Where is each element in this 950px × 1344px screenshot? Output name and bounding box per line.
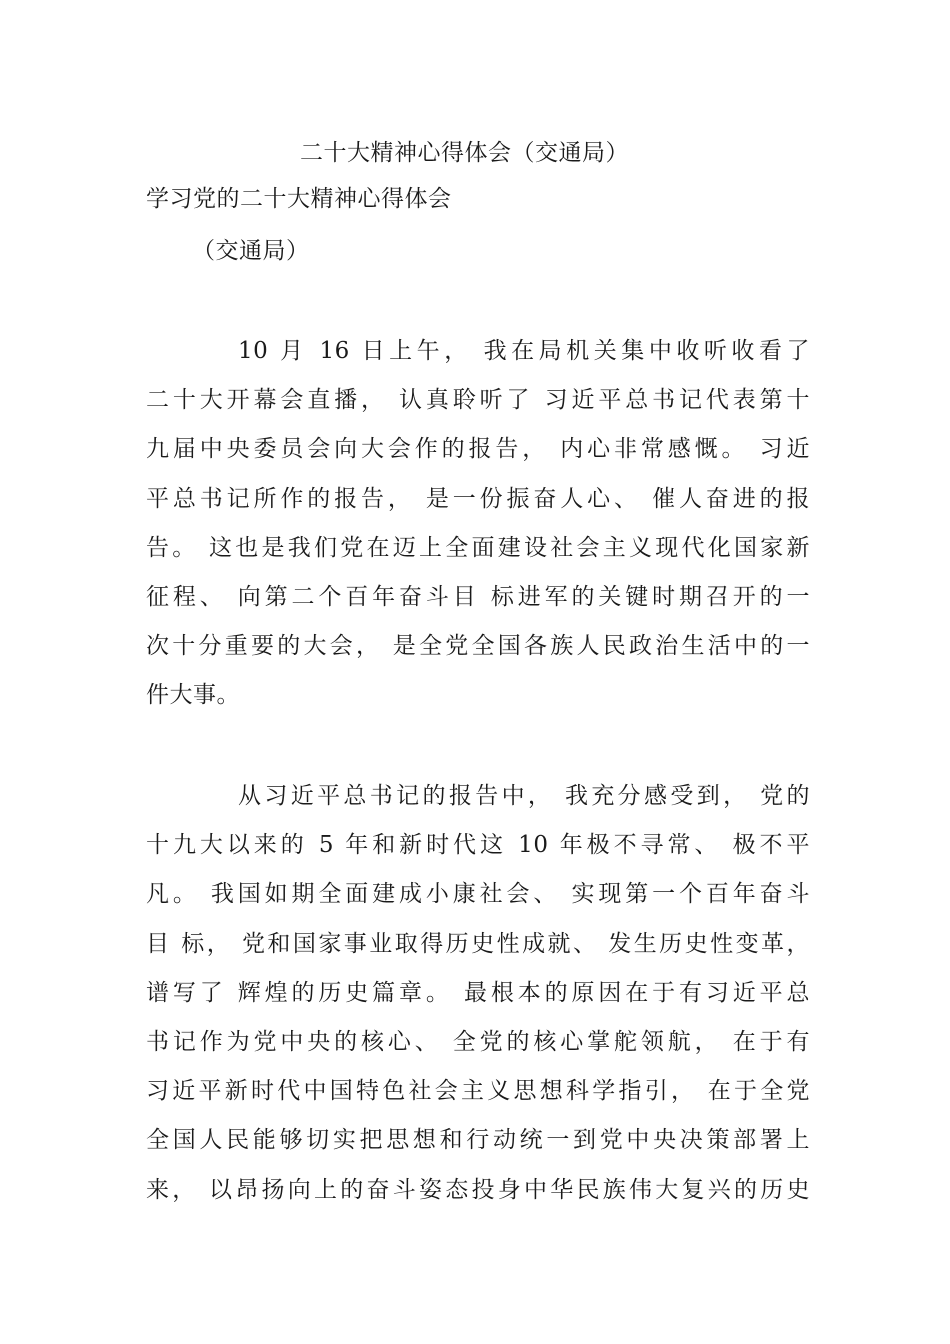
- paragraph-line: 习近平新时代中国特色社会主义思想科学指引， 在于全党: [146, 1078, 810, 1105]
- paragraph-line: 谱写了 辉煌的历史篇章。 最根本的原因在于有习近平总: [146, 979, 810, 1006]
- paragraph-line: 九届中央委员会向大会作的报告， 内心非常感慨。 习近: [146, 436, 810, 463]
- paragraph-line: 十九大以来的 5 年和新时代这 10 年极不寻常、 极不平: [146, 832, 810, 859]
- paragraph-line: 征程、 向第二个百年奋斗目 标进军的关键时期召开的一: [146, 583, 810, 610]
- paragraph-line: 目 标， 党和国家事业取得历史性成就、 发生历史性变革，: [146, 930, 810, 957]
- paragraph-line: 来， 以昂扬向上的奋斗姿态投身中华民族伟大复兴的历史: [146, 1176, 810, 1203]
- paragraph-line: 从习近平总书记的报告中， 我充分感受到， 党的: [238, 783, 810, 809]
- paragraph-line: 凡。 我国如期全面建成小康社会、 实现第一个百年奋斗: [146, 881, 810, 908]
- paragraph-line: 全国人民能够切实把思想和行动统一到党中央决策部署上: [146, 1127, 810, 1154]
- paragraph-line: 件大事。: [146, 682, 240, 709]
- paragraph-line: 二十大开幕会直播， 认真聆听了 习近平总书记代表第十: [146, 387, 810, 414]
- paragraph-line: 次十分重要的大会， 是全党全国各族人民政治生活中的一: [146, 633, 810, 660]
- document-subtitle: 学习党的二十大精神心得体会: [146, 186, 452, 212]
- paragraph-1: [146, 335, 810, 729]
- paragraph-line: 书记作为党中央的核心、 全党的核心掌舵领航， 在于有: [146, 1028, 810, 1055]
- paragraph-line: 平总书记所作的报告， 是一份振奋人心、 催人奋进的报: [146, 485, 810, 512]
- paragraph-line: 10 月 16 日上午， 我在局机关集中收听收看了: [238, 338, 810, 364]
- paragraph-2: [146, 780, 810, 1223]
- document-department: （交通局）: [192, 238, 310, 264]
- document-title: 二十大精神心得体会（交通局）: [300, 140, 629, 166]
- paragraph-line: 告。 这也是我们党在迈上全面建设社会主义现代化国家新: [146, 534, 810, 561]
